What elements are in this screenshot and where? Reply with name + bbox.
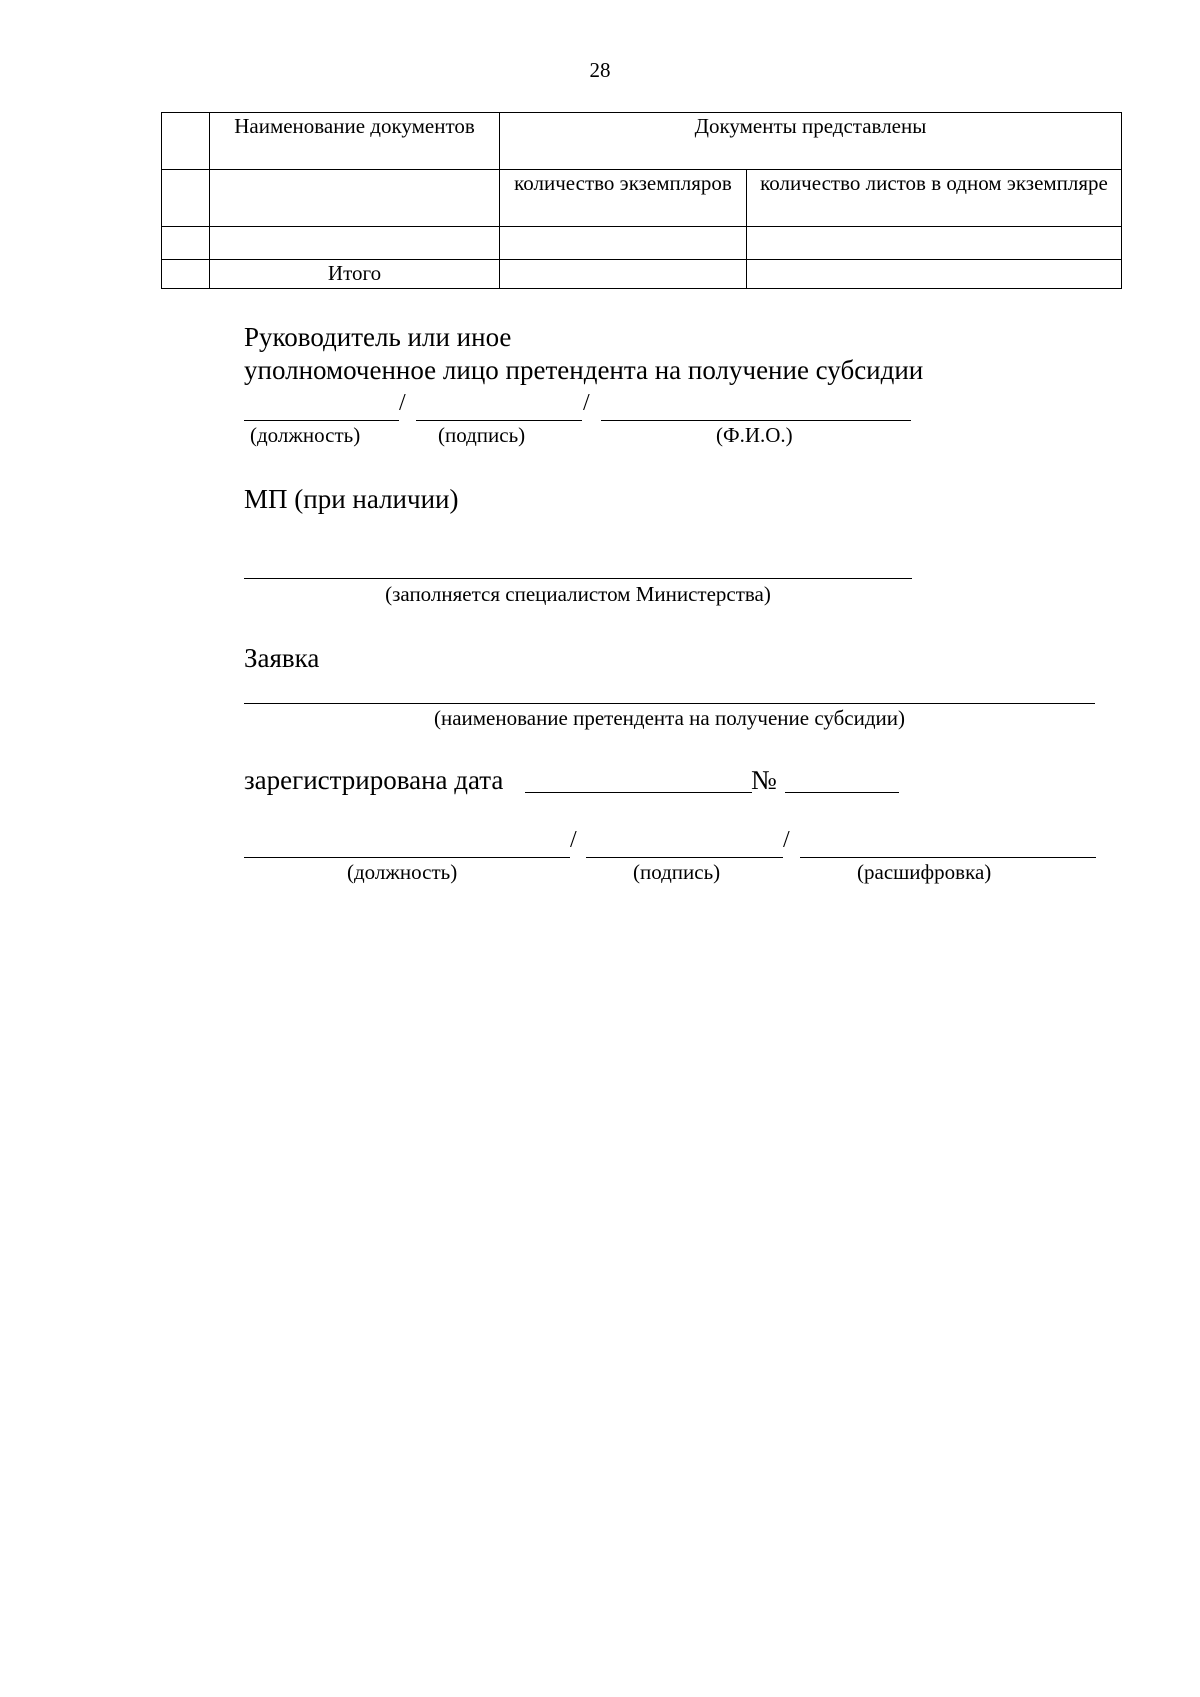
table-total-row — [162, 260, 1122, 289]
position-field-line — [244, 420, 399, 421]
signature-field-line — [416, 420, 582, 421]
separator-slash: / — [399, 390, 406, 416]
header-document-name: Наименование документов — [210, 113, 500, 170]
signature-caption: (подпись) — [438, 423, 526, 447]
separator-slash: / — [570, 827, 577, 853]
ministry-field-line — [244, 578, 912, 579]
ministry-signature-caption: (подпись) — [633, 860, 721, 884]
ministry-position-caption: (должность) — [347, 860, 458, 884]
applicant-field-line — [244, 703, 1095, 704]
ministry-decoding-caption: (расшифровка) — [857, 860, 992, 884]
seal-label: МП (при наличии) — [244, 484, 459, 514]
table-cell-empty — [747, 227, 1122, 260]
separator-slash: / — [783, 827, 790, 853]
separator-slash: / — [583, 390, 590, 416]
table-cell-index — [162, 260, 210, 289]
table-cell-empty — [500, 260, 747, 289]
ministry-signature-field-line — [586, 857, 783, 858]
ministry-decoding-field-line — [800, 857, 1096, 858]
table-cell-empty — [500, 227, 747, 260]
name-field-line — [601, 420, 911, 421]
header-copies-count: количество экземпляров — [500, 170, 747, 227]
number-sign: № — [751, 765, 777, 795]
ministry-caption: (заполняется специалистом Министерства) — [385, 582, 771, 606]
table-row — [162, 227, 1122, 260]
table-subheader-row — [162, 170, 1122, 227]
header-documents-submitted: Документы представлены — [500, 113, 1122, 170]
table-cell-empty — [747, 260, 1122, 289]
ministry-position-field-line — [244, 857, 570, 858]
page-number: 28 — [589, 58, 611, 82]
registered-date-label: зарегистрирована дата — [244, 765, 504, 795]
registration-number-field-line — [785, 792, 899, 793]
documents-table — [161, 112, 1122, 289]
table-cell-index — [162, 113, 210, 170]
table-cell-empty — [210, 170, 500, 227]
signatory-title-line1: Руководитель или иное — [244, 322, 512, 352]
application-label: Заявка — [244, 643, 320, 673]
full-name-caption: (Ф.И.О.) — [716, 423, 793, 447]
position-caption: (должность) — [250, 423, 361, 447]
total-label: Итого — [210, 260, 500, 289]
applicant-caption: (наименование претендента на получение субсидии) — [433, 706, 906, 730]
registration-date-field-line — [525, 792, 752, 793]
header-sheets-per-copy: количество листов в одном экземпляре — [747, 170, 1122, 227]
signatory-title-line2: уполномоченное лицо претендента на получение субсидии — [244, 355, 924, 385]
table-cell-index — [162, 227, 210, 260]
table-cell-empty — [210, 227, 500, 260]
table-cell-index — [162, 170, 210, 227]
table-header-row — [162, 113, 1122, 170]
